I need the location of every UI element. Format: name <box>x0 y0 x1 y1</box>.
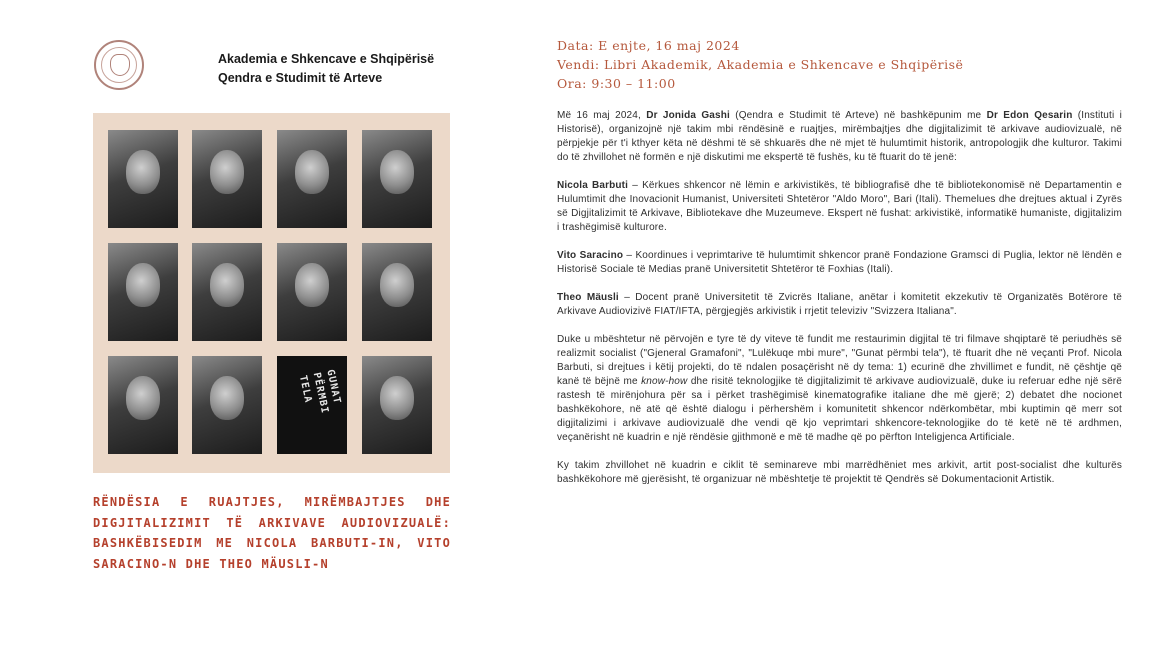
center-name: Qendra e Studimit të Arteve <box>218 71 383 85</box>
speaker-paragraph <box>557 179 1122 235</box>
speaker-name: Nicola Barbuti <box>557 180 629 191</box>
topics-emphasis: know-how <box>641 376 688 387</box>
film-still <box>362 130 432 228</box>
film-still <box>108 130 178 228</box>
film-stills-poster <box>93 113 450 473</box>
film-title-card-text: GUNAT PËRMBI TELA <box>296 368 343 416</box>
speaker-name: Vito Saracino <box>557 250 624 261</box>
academy-logo <box>94 40 144 90</box>
speaker-bio: – Koordinues i veprimtarive të hulumtimit shkencor pranë Fondazione Gramsci di Puglia, lektor në lëndën e Historisë Sociale të Medias pranë Universitetit Shtetëror të Foxhias (Itali). <box>557 250 1122 275</box>
film-still <box>108 356 178 454</box>
speaker-paragraph <box>557 249 1122 277</box>
intro-paragraph <box>557 109 1122 165</box>
speaker-paragraph <box>557 291 1122 319</box>
event-title: RËNDËSIA E RUAJTJES, MIRËMBAJTJES DHE DIGJITALIZIMIT TË ARKIVAVE AUDIOVIZUALË: BASHKËBISEDIM ME NICOLA BARBUTI-IN, VITO SARACINO-N DHE THEO MÄUSLI-N <box>93 495 451 571</box>
film-still <box>192 356 262 454</box>
topics-text: Duke u mbështetur në përvojën e tyre të dy viteve të fundit me restaurimin digjital të tri filmave shqiptarë të periudhës së realizmit socialist ("Gjeneral Gramafoni", "Lulëkuqe mbi mure", "Gunat përmbi tela"), të ftuarit dhe në veçanti Prof. Nicola Barbuti, si drejtues i këtij projekti, do të ndalen posaçërisht në dy tema: 1) ecurinë dhe zhvillimet e fundit, në çështje që kanë të bëjnë me <box>557 334 1122 387</box>
announcement-column <box>557 36 1122 501</box>
film-still <box>192 130 262 228</box>
intro-text: Më 16 maj 2024, <box>557 110 647 121</box>
event-meta <box>557 36 1122 93</box>
announcement-body <box>557 109 1122 487</box>
institution-header <box>218 50 434 88</box>
speaker-name: Theo Mäusli <box>557 292 619 303</box>
organizer-name: Dr Jonida Gashi <box>646 110 730 121</box>
speaker-bio: – Kërkues shkencor në lëmin e arkivistikës, të bibliografisë dhe të bibliotekonomisë në Departamentin e Hulumtimit dhe Inovacionit Humanist, Universiteti Shtetëror "Aldo Moro", Bari (Itali). Themelues dhe drejtues aktual i Zyrës së Digjitalizimit të Arkivave, Bibliotekave dhe Muzeumeve. Ekspert në fushat: arkivistikë, informatikë humaniste, digjitalizim i trashëgimisë kulturore. <box>557 180 1122 233</box>
topics-text: dhe risitë teknologjike të digjitalizimit të arkivave audiovizualë, duke iu referuar edhe një sërë rastesh të mirënjohura për sa i përket trashëgimisë kinematografike italiane dhe më gjerë; 2) debatet dhe nocionet bashkëkohore, në atë që është dialogu i përhershëm i komunitetit shkencor ndërkombëtar, mbi kuptimin që merr sot digjitalizimi i arkivave audiovizualë dhe vendi që kjo veprimtari shkencore-teknologjike do të ketë në të ardhmen, veçanërisht në kuadrin e një rëndësie gjithmonë e më të madhe që po përfton Inteligjenca Artificiale. <box>557 376 1122 443</box>
film-title-card <box>277 356 347 454</box>
event-date: Data: E enjte, 16 maj 2024 <box>557 38 740 53</box>
film-still <box>362 356 432 454</box>
film-still <box>362 243 432 341</box>
film-still <box>277 130 347 228</box>
topics-paragraph <box>557 333 1122 445</box>
film-still <box>108 243 178 341</box>
speaker-bio: – Docent pranë Universitetit të Zvicrës Italiane, anëtar i komitetit ekzekutiv të Organizatës Botërore të Arkivave Audiovizivë FIAT/IFTA, përgjegjës arkivistik i rrjetit televiziv "Svizzera Italiana". <box>557 292 1122 317</box>
film-still <box>277 243 347 341</box>
film-still <box>192 243 262 341</box>
event-venue: Vendi: Libri Akademik, Akademia e Shkencave e Shqipërisë <box>557 57 964 72</box>
institution-name: Akademia e Shkencave e Shqipërisë <box>218 52 435 66</box>
event-time: Ora: 9:30 – 11:00 <box>557 76 676 91</box>
co-organizer-name: Dr Edon Qesarin <box>986 110 1073 121</box>
closing-paragraph: Ky takim zhvillohet në kuadrin e ciklit të seminareve mbi marrëdhëniet mes arkivit, artit post-socialist dhe kulturës bashkëkohore më gjerësisht, të organizuar në mbështetje të projektit të Qendrës së Dokumentacionit Artistik. <box>557 460 1122 485</box>
intro-text: (Instituti i Historisë), organizojnë një takim mbi rëndësinë e ruajtjes, mirëmbajtjes dhe digjitalizimit të arkivave audiovizualë, në përpjekje për t'i kthyer këta në dëshmi të së shkuarës dhe në mjet të hulumtimit historik, antropologjik dhe kulturor. Takimi do të zhvillohet në formën e një diskutimi me ekspertë të fushës, ku të ftuarit do të jenë: <box>557 110 1122 163</box>
intro-text: (Qendra e Studimit të Arteve) në bashkëpunim me <box>729 110 987 121</box>
